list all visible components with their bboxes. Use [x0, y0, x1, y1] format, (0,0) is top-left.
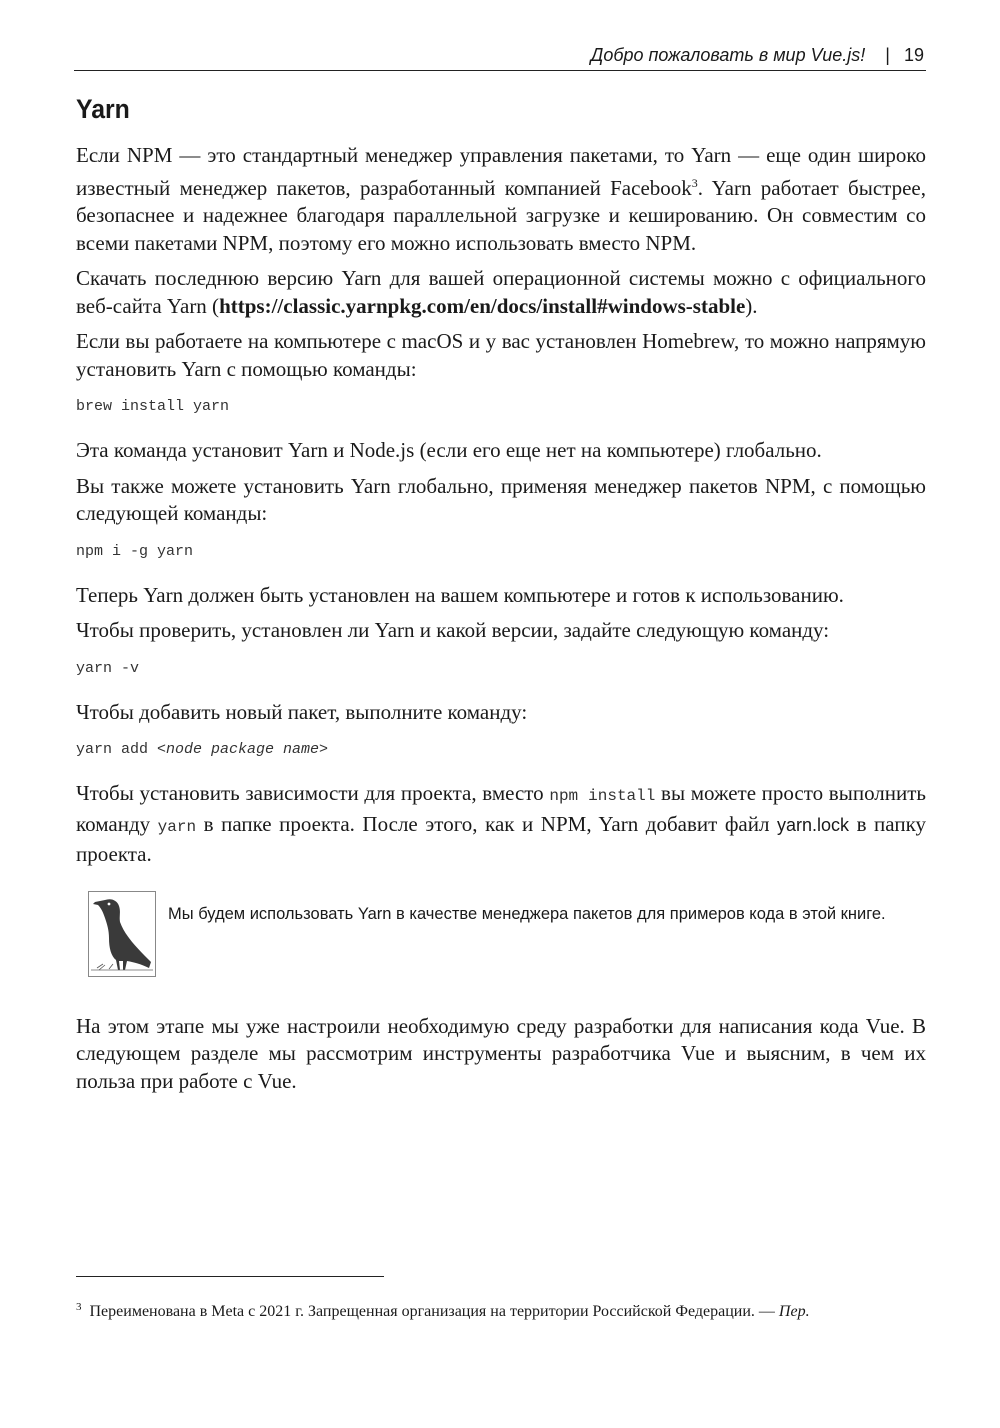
note-text: Мы будем использовать Yarn в качестве менеджера пакетов для примеров кода в этой книге.	[168, 904, 886, 923]
paragraph-installed: Теперь Yarn должен быть установлен на вашем компьютере и готов к использованию.	[76, 582, 844, 607]
paragraph-check-version: Чтобы проверить, установлен ли Yarn и какой версии, задайте следующую команду:	[76, 618, 830, 642]
inline-file-yarn-lock: yarn.lock	[777, 814, 850, 835]
inline-code-yarn: yarn	[157, 817, 197, 836]
running-title: Добро пожаловать в мир Vue.js!	[590, 45, 866, 65]
paragraph-download-text: Скачать последнюю версию Yarn для вашей операционной системы можно с официального веб-сайта Yarn (	[76, 266, 926, 318]
paragraph-intro-text: Если NPM — это стандартный менеджер управления пакетами, то Yarn — еще один широко известный менеджер пакетов, разработанный компанией Facebook	[76, 143, 926, 200]
paragraph-npm-global: Вы также можете установить Yarn глобально, применяя менеджер пакетов NPM, с помощью следующей команды:	[76, 473, 926, 525]
paragraph-download	[76, 265, 926, 320]
code-yarn-add-arg: <node package name>	[157, 741, 329, 758]
page-number: 19	[903, 45, 924, 65]
paragraph-dependencies-b: вы можете просто выполнить команду	[76, 781, 927, 836]
paragraph-conclusion: На этом этапе мы уже настроили необходимую среду разработки для написания кода Vue. В следующем разделе мы рассмотрим инструменты разработчика Vue и выясним, в чем их польза при работе с Vue.	[76, 1013, 926, 1093]
paragraph-intro	[76, 142, 926, 257]
footnote-ref: 3	[691, 175, 698, 190]
yarn-install-link[interactable]: https://classic.yarnpkg.com/en/docs/install#windows-stable	[219, 293, 746, 318]
section-title: Yarn	[76, 94, 130, 124]
code-yarn-add	[76, 740, 926, 760]
footnote-marker: 3	[76, 1301, 82, 1313]
paragraph-intro-end: . Yarn работает быстрее, безопаснее и надежнее благодаря параллельной загрузке и кешированию. Он совместим со всеми пакетами NPM, поэтому его можно использовать вместо NPM.	[76, 175, 926, 255]
paragraph-add-package: Чтобы добавить новый пакет, выполните команду:	[76, 699, 528, 724]
paragraph-dependencies-a: Чтобы установить зависимости для проекта, вместо	[76, 781, 550, 805]
paragraph-brew-effect: Эта команда установит Yarn и Node.js (если его еще нет на компьютере) глобально.	[76, 438, 822, 462]
footnote-text: Переименована в Meta с 2021 г. Запрещенная организация на территории Российской Федерации. —	[89, 1303, 779, 1320]
code-yarn-version: yarn -v	[76, 659, 140, 677]
inline-code-npm-install: npm install	[549, 787, 656, 805]
footnote	[76, 1296, 926, 1323]
page-body	[76, 142, 926, 1103]
header-separator: |	[885, 45, 890, 65]
paragraph-dependencies-c: в папке проекта. После этого, как и NPM, Yarn добавит файл	[196, 811, 778, 836]
footnote-translator: Пер.	[778, 1303, 810, 1320]
code-npm-install: npm i -g yarn	[76, 542, 194, 560]
paragraph-dependencies	[76, 780, 926, 869]
code-yarn-add-cmd: yarn add	[76, 741, 158, 758]
note-box	[76, 891, 926, 987]
footnote-divider	[76, 1276, 384, 1277]
code-brew-install: brew install yarn	[76, 398, 230, 415]
paragraph-download-end: ).	[745, 293, 758, 318]
running-header	[74, 44, 926, 71]
paragraph-homebrew: Если вы работаете на компьютере с macOS и у вас установлен Homebrew, то можно напрямую установить Yarn с помощью команды:	[76, 329, 926, 381]
paragraph-dependencies-d: в папку проекта.	[76, 811, 926, 866]
crow-icon	[88, 891, 156, 977]
